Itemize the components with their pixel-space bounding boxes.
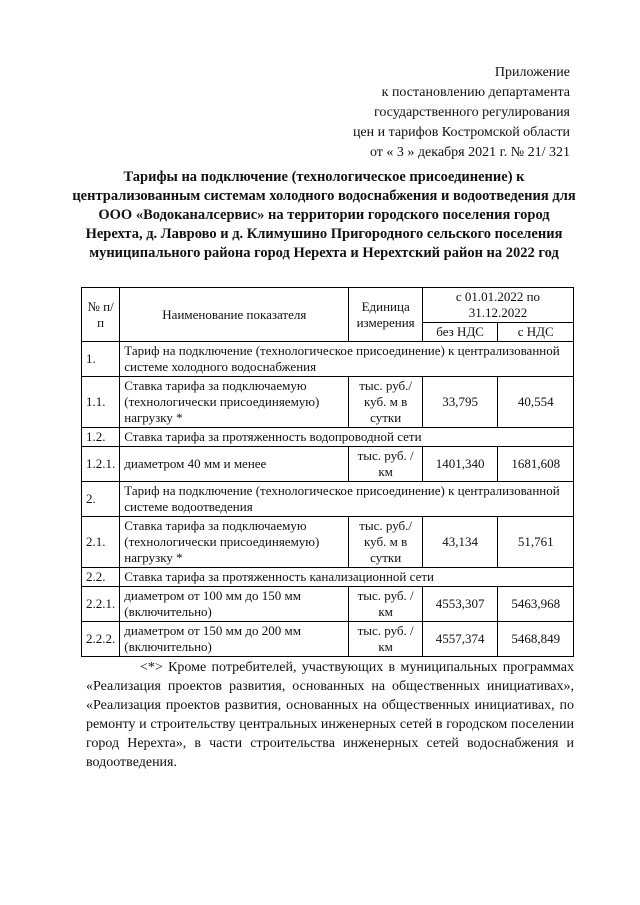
row-num: 1.1.: [82, 377, 120, 428]
row-with-vat: 51,761: [498, 517, 574, 568]
row-unit: тыс. руб. /км: [349, 622, 422, 657]
row-unit: тыс. руб./ куб. м в сутки: [349, 517, 422, 568]
table-row: [82, 568, 574, 587]
row-num: 2.2.1.: [82, 587, 120, 622]
row-with-vat: 5468,849: [498, 622, 574, 657]
row-num: 1.: [82, 342, 120, 377]
row-num: 2.2.: [82, 568, 120, 587]
row-name: Ставка тарифа за подключаемую (технологически присоединяемую) нагрузку *: [120, 517, 349, 568]
row-no-vat: 4557,374: [422, 622, 498, 657]
table-row: [82, 377, 574, 428]
header-name: Наименование показателя: [120, 288, 349, 342]
table-row: [82, 517, 574, 568]
row-unit: тыс. руб. /км: [349, 587, 422, 622]
header-num: № п/п: [82, 288, 120, 342]
header-line: цен и тарифов Костромской области: [352, 125, 570, 140]
header-with-vat: с НДС: [498, 323, 574, 342]
row-no-vat: 33,795: [422, 377, 498, 428]
row-with-vat: 40,554: [498, 377, 574, 428]
header-unit: Единица измерения: [349, 288, 422, 342]
row-no-vat: 43,134: [422, 517, 498, 568]
header-line: Приложение: [494, 65, 570, 80]
row-name: диаметром 40 мм и менее: [120, 447, 349, 482]
document-title: Тарифы на подключение (технологическое присоединение) к централизованным системам холодного водоснабжения и водоотведения для ООО «Водоканалсервис» на территории городского поселения город Нерехта, д. Лаврово и д. Климушино Пригородного сельского поселения муниципального района город Нерехта и Нерехтский район на 2022 год: [72, 169, 576, 261]
table-row: [82, 482, 574, 517]
row-name: Тариф на подключение (технологическое присоединение) к централизованной системе холодного водоснабжения: [120, 342, 574, 377]
row-num: 2.: [82, 482, 120, 517]
table-row: [82, 428, 574, 447]
header-period: с 01.01.2022 по 31.12.2022: [422, 288, 573, 323]
table-row: [82, 342, 574, 377]
header-no-vat: без НДС: [422, 323, 498, 342]
row-name: Ставка тарифа за протяженность канализационной сети: [120, 568, 574, 587]
table-row: [82, 622, 574, 657]
footnote: <*> Кроме потребителей, участвующих в муниципальных программах «Реализация проектов развития, основанных на общественных инициативах», «Реализация проектов развития, основанных на общественных инициативах, по ремонту и строительству центральных инженерных сетей в городском поселении город Нерехта», в части строительства инженерных сетей водоснабжения и водоотведения.: [86, 660, 574, 770]
row-name: Ставка тарифа за подключаемую (технологически присоединяемую) нагрузку *: [120, 377, 349, 428]
row-num: 2.2.2.: [82, 622, 120, 657]
table-header-row: [82, 288, 574, 323]
row-num: 1.2.1.: [82, 447, 120, 482]
row-name: диаметром от 100 мм до 150 мм (включительно): [120, 587, 349, 622]
table-row: [82, 447, 574, 482]
header-line: от « 3 » декабря 2021 г. № 21/ 321: [369, 145, 570, 160]
row-no-vat: 1401,340: [422, 447, 498, 482]
row-name: диаметром от 150 мм до 200 мм (включительно): [120, 622, 349, 657]
row-num: 1.2.: [82, 428, 120, 447]
row-name: Ставка тарифа за протяженность водопроводной сети: [120, 428, 574, 447]
row-with-vat: 5463,968: [498, 587, 574, 622]
table-row: [82, 587, 574, 622]
row-no-vat: 4553,307: [422, 587, 498, 622]
row-with-vat: 1681,608: [498, 447, 574, 482]
row-name: Тариф на подключение (технологическое присоединение) к централизованной системе водоотведения: [120, 482, 574, 517]
row-unit: тыс. руб. /км: [349, 447, 422, 482]
header-line: государственного регулирования: [373, 105, 570, 120]
header-line: к постановлению департамента: [381, 85, 570, 100]
appendix-header: [353, 63, 570, 163]
row-num: 2.1.: [82, 517, 120, 568]
tariff-table: [81, 287, 574, 657]
row-unit: тыс. руб./ куб. м в сутки: [349, 377, 422, 428]
